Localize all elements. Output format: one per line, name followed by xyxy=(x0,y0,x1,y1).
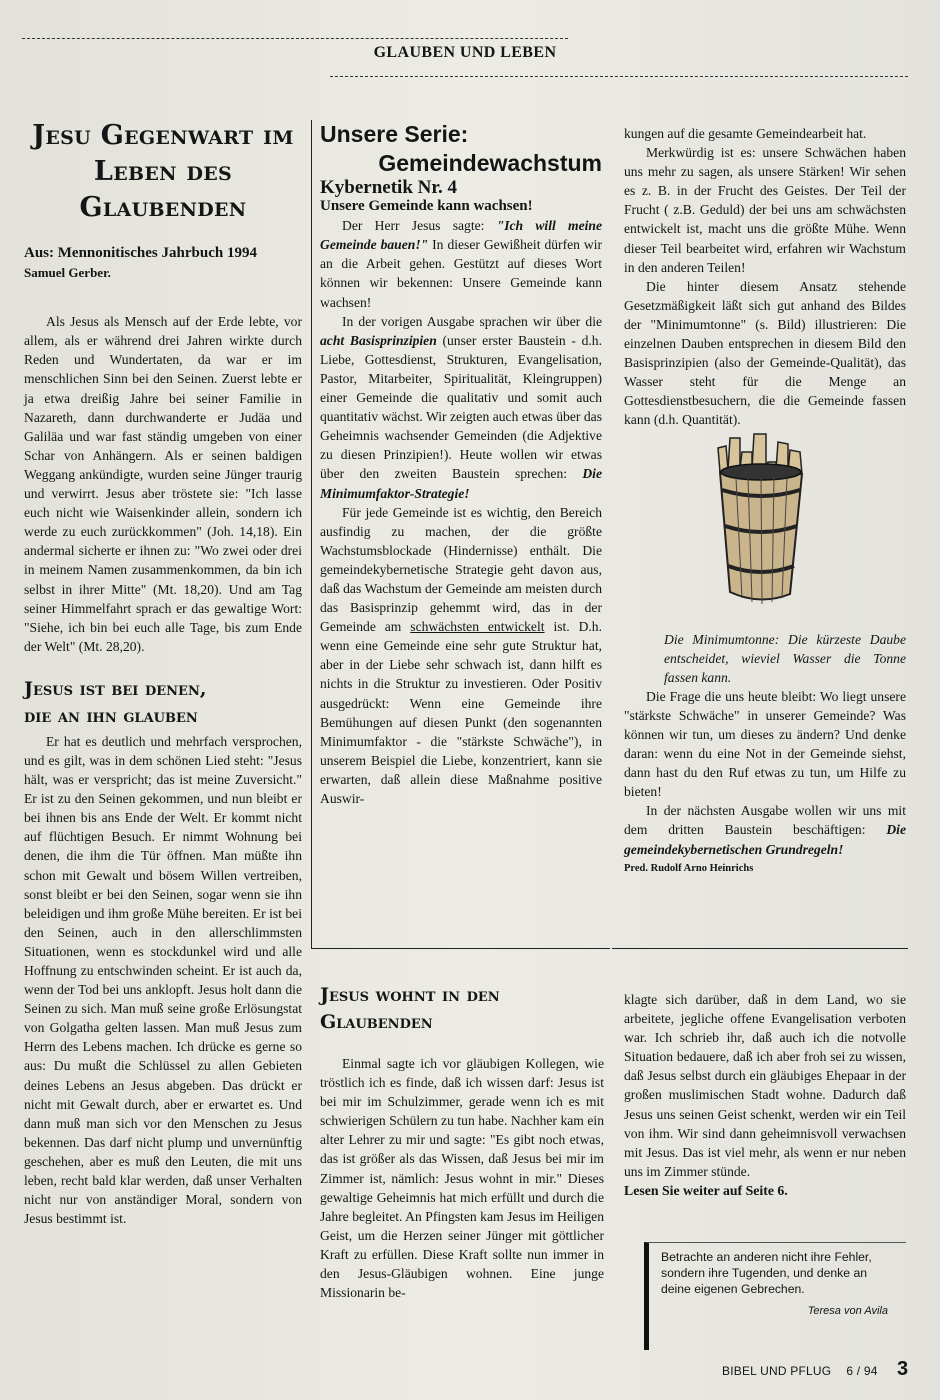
series-question: Unsere Gemeinde kann wachsen! xyxy=(320,198,533,215)
article1-source: Aus: Mennonitisches Jahrbuch 1994 xyxy=(24,245,257,261)
article1-column-right-bottom xyxy=(624,990,906,1200)
article2-paragraph-8: In der nächsten Ausgabe wollen wir uns mit dem dritten Baustein beschäftigen: Die gemeindekybernetischen Grundregeln! xyxy=(624,803,906,857)
article2-paragraph-4: kungen auf die gesamte Gemeindearbeit hat. xyxy=(624,126,867,141)
article2-paragraph-7: Die Frage die uns heute bleibt: Wo liegt unsere "stärkste Schwäche" in unserer Gemeinde? Was können wir tun, um dieses zu ändern? Und denke daran: wenn du eine Not in der Gemeinde siehst, dann hast du den Ruf etwas zu tun, um Hilfe zu bieten! xyxy=(624,688,906,800)
minimum-barrel-illustration xyxy=(624,430,906,630)
article1-paragraph-4: klagte sich darüber, daß in dem Land, wo sie arbeitete, jegliche offene Evangelisation verboten war. Ich schrieb ihr, daß auch ich die notvolle Situation bedauere, daß ich aber froh sei zu wissen, daß Jesus selbst durch ein gläubiges Ehepaar in der großen muslimischen Stadt wohne. Dadurch daß Jesus uns seinen Geist schenkt, werden wir ein Teil von ihm. Wir sind dann geheimnisvoll verwachsen mit Jesus. Das ist viel mehr, als wenn er nur neben uns im Zimmer stünde. xyxy=(624,992,906,1179)
article2-paragraph-2: In der vorigen Ausgabe sprachen wir über die acht Basisprinzipien (unser erster Baustein - d.h. Liebe, Gottesdienst, Strukturen, Evangelisation, Pastor, Mitarbeiter, Spiritualität, Kleingruppen) einer Gemeinde die qualitativ und somit auch quantitativ wächst. Wir zeigten auch etwas über das Geheimnis wachsender Gemeinden (die Adjektive zu diesen Prinzipien!). Heute wollen wir etwas über den zweiten Baustein sprechen: Die Minimumfaktor-Strategie! xyxy=(320,313,602,501)
header-dashed-rule xyxy=(330,76,908,77)
article1-author: Samuel Gerber. xyxy=(24,265,111,281)
article2-paragraph-5: Merkwürdig ist es: unsere Schwächen haben uns mehr zu sagen, als unsere Stärken! Wir sehen es z. B. in der Frucht des Geistes. Der Teil der Frucht ( z.B. Geduld) der bei uns am schwächsten entwickelt ist, macht uns die größte Mühe. Wenn dieser Teil bearbeitet wird, erfahren wir Wachstum in den anderen Teilen! xyxy=(624,145,906,275)
series-title-line-1: Unsere Serie: xyxy=(320,121,469,147)
article2-column-right xyxy=(624,124,906,878)
continue-on-page-link[interactable]: Lesen Sie weiter auf Seite 6. xyxy=(624,1182,788,1198)
article1-paragraph-1: Als Jesus als Mensch auf der Erde lebte, vor allem, als er während drei Jahren wirkte durch Reden und Wundertaten, da war er im menschlichen Sinn bei den Seinen. Zuerst lebte er ja etwa dreißig Jahre bei seiner Familie in Nazareth, dann durchwanderte er Judäa und Galiläa und war fast ständig umgeben von einer Schar von Anhängern. Als er seinen baldigen Weggang ankündigte, wurden seine Jünger traurig und verwirrt. Jesus aber tröstete sie: "Ich lasse euch nicht wie Waisenkinder allein, sondern ich werde zu euch zurückkommen" (Joh. 14,18). Ein andermal sicherte er ihnen zu: "Wo zwei oder drei in meinem Namen zusammenkommen, da bin ich selbst in ihrer Mitte" (Mt. 18,20). Und am Tag seiner Himmelfahrt sprach er das gewaltige Wort: "Siehe, ich bin bei euch alle Tage, bis zum Ende der Welt" (Mt. 28,20). xyxy=(24,314,302,654)
article2-signature: Pred. Rudolf Arno Heinrichs xyxy=(624,862,754,874)
top-dashed-rule xyxy=(22,38,568,39)
article1-heading-3-line-2: Glaubenden xyxy=(320,1011,433,1033)
quote-text: Betrachte an anderen nicht ihre Fehler, sondern ihre Tugenden, und denke an deine eigenen Gebrechen. xyxy=(661,1250,872,1296)
article1-title: Jesu Gegenwart im Leben des Glaubenden xyxy=(32,120,294,223)
barrel-drawing xyxy=(624,430,906,626)
article1-paragraph-3: Einmal sagte ich vor gläubigen Kollegen, wie tröstlich ich es finde, daß ich wissen darf: Jesus ist bei mir im Schulzimmer, gerade wenn ich es mit schwierigen Schülern zu tun habe. Nachher kam ein alter Lehrer zu mir und sagte: "Es gibt noch etwas, das ist größer als das Wissen, daß Jesus bei mir im Zimmer ist, nämlich: Jesus wohnt in mir." Dieses gewaltige Geheimnis hat mich erfüllt und durch die Jahre begleitet. An Pfingsten kam Jesus im Heiligen Geist, um die Herzen seiner Jünger mit göttlicher Kraft zu erfüllen. Diese Kraft sollte nun immer in den Jesus-Gläubigen wohnen. Eine junge Missionarin be- xyxy=(320,1056,604,1301)
quote-author: Teresa von Avila xyxy=(807,1305,888,1317)
article2-paragraph-3: Für jede Gemeinde ist es wichtig, den Bereich ausfindig zu machen, der die größte Wachstumsblockade (Hindernisse) enthält. Die gemeindekybernetische Strategie geht davon aus, daß das Wachstum der Gemeinde am meisten durch das Basisprinzip gehemmt wird, das in der Gemeinde am schwächsten entwickelt ist. D.h. wenn eine Gemeinde eine sehr gute Struktur hat, aber in der Liebe sehr schwach ist, dann hilft es nichts in die Struktur zu investieren. Oder Positiv ausgedrückt: Wenn eine Gemeinde ihre Bemühungen auf diesen Punkt (den sogenannten Minimumfaktor - die "stärkste Schwäche"), in unserem Beispiel die Liebe, konzentriert, kann sie erwarten, daß allein diese Maßnahme positive Auswir- xyxy=(320,504,602,806)
quote-box xyxy=(644,1242,906,1350)
article1-paragraph-2: Er hat es deutlich und mehrfach versprochen, und es gilt, was in dem schönen Lied steht: "Jesus hält, was er verspricht; das ist meine Zuversicht." Er ist zu den Seinen gekommen, und nun bleibt er bei ihnen bis ans Ende der Welt. Er kommt nicht auf flüchtigen Besuch. Er nimmt Wohnung bei denen, die ihm die Tür öffnen. Man müßte ihn schon mit Gewalt und bösem Willen vertreiben, sonst bleibt er bei den Seinen, sogar wenn sie ihn beleidigen und ihm große Mühe bereiten. Er ist bei den Seinen, auch in den allerschlimmsten Situationen, wenn es stockdunkel wird und alle Hoffnung zu entschwinden scheint. Er ist auch da, wenn der Tod bei uns anklopft. Jesus holt dann die Seinen zu sich. Man muß seine große Erlösungstat von Golgatha gelten lassen. Man muß Jesus zum Herrn des Lebens machen. Ich drücke es gerne so aus: Du mußt die Schlüssel zu allen Gebieten deines Lebens an Jesus abgeben. Das drückt er nicht mit Gewalt durch, aber er erwartet es. Und dann muß man sich vor den Menschen zu Jesus bekennen. Das darf nicht plump und unvernünftig geschehen, aber es muß den Leuten, die mit uns leben, recht bald klar werden, daß unser Verhalten nicht nur von anständiger Moral, sondern von Jesus bestimmt ist. xyxy=(24,733,302,1227)
article1-column-left xyxy=(24,118,302,1228)
page-number: 3 xyxy=(897,1358,909,1380)
series-subtitle: Kybernetik Nr. 4 xyxy=(320,177,458,198)
article1-heading-2-line-1: Jesus ist bei denen, xyxy=(24,677,207,700)
article2-paragraph-1: Der Herr Jesus sagte: "Ich will meine Gemeinde bauen!" In dieser Gewißheit dürfen wir an die Arbeit gehen. Gestützt auf dieses Wort können wir bekennen: Unsere Gemeinde kann wachsen! xyxy=(320,218,603,310)
footer-issue: 6 / 94 xyxy=(846,1364,878,1378)
section-label: GLAUBEN UND LEBEN xyxy=(373,44,557,61)
page-footer xyxy=(722,1364,878,1378)
series-box-bottom-rule xyxy=(612,948,908,949)
article2-paragraph-6: Die hinter diesem Ansatz stehende Gesetzmäßigkeit läßt sich gut anhand des Bildes der "Minimumtonne" (s. Bild) illustrieren: Die einzelnen Dauben entsprechen in diesem Bild den Basisprinzipien (also der Gemeinde-Qualität), das Wasser steht für die Menge an Gottesdienstbesuchern, die die Gemeinde fassen kann (d.h. Quantität). xyxy=(624,278,906,428)
barrel-caption: Die Minimumtonne: Die kürzeste Daube entscheidet, wieviel Wasser die Tonne fassen kann. xyxy=(664,631,906,685)
article1-heading-3-line-1: Jesus wohnt in den xyxy=(320,984,500,1006)
article1-heading-2-line-2: die an ihn glauben xyxy=(24,704,198,727)
series-title-line-2: Gemeindewachstum xyxy=(378,150,602,176)
article1-column-middle-bottom xyxy=(320,982,604,1302)
article2-column-middle xyxy=(320,120,602,808)
footer-magazine-name: BIBEL UND PFLUG xyxy=(722,1364,832,1378)
